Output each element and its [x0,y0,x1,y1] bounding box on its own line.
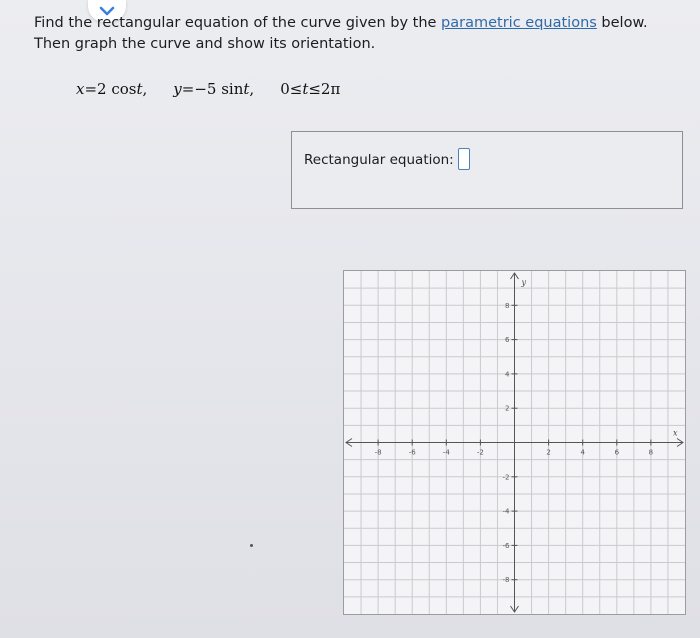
question-text-end: below. [596,15,648,31]
parametric-equations-link[interactable]: parametric equations [441,15,597,31]
x-tick-label: -2 [476,448,484,457]
y-tick-label: -6 [502,541,510,550]
x-tick-label: 8 [648,448,654,457]
coordinate-grid[interactable] [344,271,685,614]
x-tick-label: 6 [614,448,620,457]
stray-dot [250,544,253,547]
x-tick-label: 4 [580,448,585,457]
rectangular-equation-label: Rectangular equation: [304,152,454,168]
y-tick-label: 4 [505,370,510,379]
x-tick-label: -8 [374,448,382,457]
rectangular-equation-input[interactable] [458,148,470,170]
graph-panel[interactable] [343,270,686,615]
question-line-1 [34,13,674,34]
x-tick-label: -4 [442,448,450,457]
y-tick-label: 8 [505,301,510,310]
y-tick-label: -8 [502,576,510,585]
x-axis-label: x [673,428,678,438]
x-tick-label: -6 [408,448,416,457]
y-tick-label: 2 [505,404,510,413]
question-text-start: Find the rectangular equation of the curve given by the [34,15,442,31]
y-axis-label: y [521,278,527,287]
y-tick-label: -2 [502,473,510,482]
answer-box [291,131,683,209]
y-tick-label: -4 [502,507,510,516]
x-equation: x=2 cost, [76,80,148,98]
parameter-domain: 0≤t≤2π [280,80,341,98]
y-tick-label: 6 [505,336,510,345]
parametric-equations [76,80,366,98]
y-equation: y=−5 sint, [173,80,255,98]
question-line-2: Then graph the curve and show its orientation. [34,36,376,52]
x-tick-label: 2 [546,448,551,457]
question-text [34,13,674,55]
